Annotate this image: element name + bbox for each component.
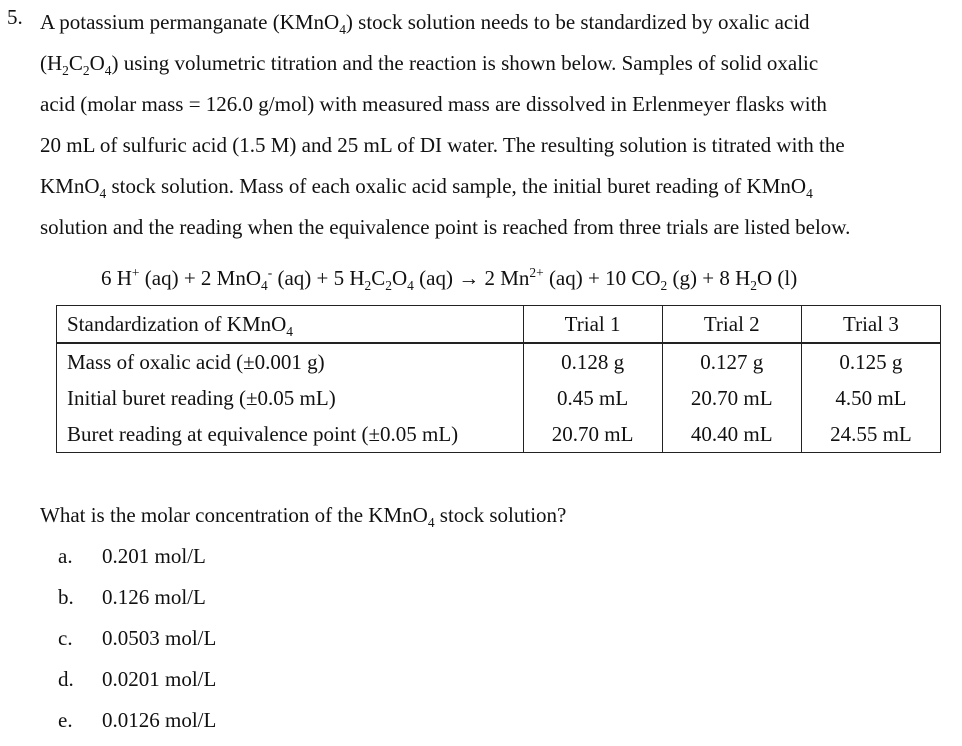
table-row — [57, 380, 941, 416]
table-cell: 0.127 g — [662, 343, 801, 380]
answer-choice-c[interactable] — [58, 623, 216, 664]
superscript: - — [267, 265, 273, 280]
choice-text: 0.0503 mol/L — [102, 626, 217, 650]
table-header-row — [57, 306, 941, 344]
subscript: 4 — [99, 186, 107, 202]
choice-text: 0.201 mol/L — [102, 544, 206, 568]
subscript: 4 — [806, 186, 813, 202]
reaction-equation: 6 H+ (aq) + 2 MnO$_4$- (aq) + 5 $H_2C_2O_4$ (aq) → 2 $Mn^{2+}$ (aq) + 10 $CO_2$ (g) + 8 $H_2O$ (l) — [101, 265, 798, 294]
question-paragraph — [40, 2, 960, 248]
choice-letter: c. — [58, 626, 73, 650]
table-cell: 40.40 mL — [662, 416, 801, 453]
table-header-label: Standardization of KMnO$_4$ — [57, 306, 524, 344]
choice-text: 0.0201 mol/L — [102, 667, 217, 691]
paragraph-line: acid (molar mass = 126.0 g/mol) with measured mass are dissolved in Erlenmeyer flasks with — [40, 92, 827, 116]
table-cell: 0.125 g — [801, 343, 940, 380]
paragraph-line: solution and the reading when the equivalence point is reached from three trials are listed below. — [40, 215, 851, 239]
answer-choice-a[interactable] — [58, 541, 216, 582]
subscript: 4 — [339, 22, 346, 38]
subscript: 2 — [364, 278, 372, 294]
choice-text: 0.0126 mol/L — [102, 708, 217, 732]
question-number: 5. — [7, 5, 23, 29]
choice-letter: d. — [58, 667, 74, 691]
subscript: 2 — [62, 63, 69, 79]
subscript: 4 — [427, 515, 435, 531]
choice-letter: e. — [58, 708, 73, 732]
choice-text: 0.126 mol/L — [102, 585, 206, 609]
answer-choice-d[interactable] — [58, 664, 216, 705]
table-row — [57, 416, 941, 453]
table-header-trial-3: Trial 3 — [801, 306, 940, 344]
subscript: 2 — [385, 278, 392, 294]
subscript: 2 — [660, 278, 668, 294]
answer-choice-b[interactable] — [58, 582, 216, 623]
choice-letter: b. — [58, 585, 74, 609]
subscript: 2 — [82, 63, 90, 79]
paragraph-line: 20 mL of sulfuric acid (1.5 M) and 25 mL of DI water. The resulting solution is titrated with the — [40, 133, 845, 157]
table-cell: 0.128 g — [523, 343, 662, 380]
subscript: 4 — [104, 63, 112, 79]
superscript: + — [131, 265, 140, 280]
superscript: 2+ — [529, 265, 544, 280]
table-row-label: Buret reading at equivalence point (±0.05 mL) — [57, 416, 524, 453]
subscript: 4 — [261, 278, 268, 294]
subscript: 4 — [407, 278, 414, 294]
table-row — [57, 343, 941, 380]
table-row-label: Mass of oxalic acid (±0.001 g) — [57, 343, 524, 380]
table-cell: 0.45 mL — [523, 380, 662, 416]
table-cell: 4.50 mL — [801, 380, 940, 416]
choice-letter: a. — [58, 544, 73, 568]
subscript: 4 — [286, 323, 294, 339]
table-cell: 24.55 mL — [801, 416, 940, 453]
table-header-trial-2: Trial 2 — [662, 306, 801, 344]
table-header-trial-1: Trial 1 — [523, 306, 662, 344]
paragraph-line: KMnO$_4$ stock solution. Mass of each oxalic acid sample, the initial buret reading of KMnO$_4$ — [40, 174, 813, 202]
table-cell: 20.70 mL — [523, 416, 662, 453]
question-prompt: What is the molar concentration of the KMnO$_4$ stock solution? — [40, 503, 567, 531]
answer-choice-e[interactable] — [58, 705, 216, 746]
answer-choices — [58, 541, 216, 746]
table-row-label: Initial buret reading (±0.05 mL) — [57, 380, 524, 416]
titration-data-table — [56, 305, 941, 453]
paragraph-line: A potassium permanganate (KMnO$_4$) stock solution needs to be standardized by oxalic acid — [40, 10, 810, 38]
paragraph-line: $(H_2C_2O_4)$ using volumetric titration and the reaction is shown below. Samples of solid oxalic — [40, 51, 819, 79]
table-cell: 20.70 mL — [662, 380, 801, 416]
subscript: 2 — [750, 278, 757, 294]
